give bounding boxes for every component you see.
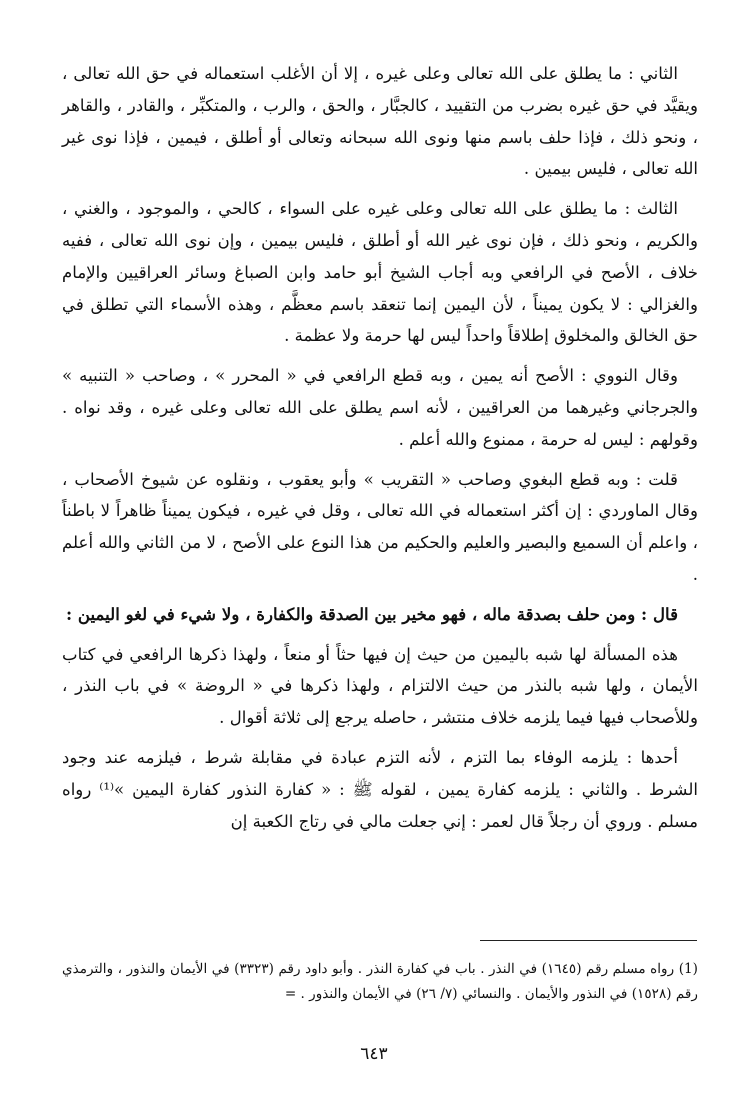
paragraph-third-category: الثالث : ما يطلق على الله تعالى وعلى غيره على السواء ، كالحي ، والموجود ، والغني ، والكريم ، ونحو ذلك ، فإن نوى غير الله أو أطلق ، فليس بيمين ، وإن نوى الله تعالى ، ففيه خلاف ، الأصح في الرافعي وبه أجاب الشيخ أبو حامد وابن الصباغ وسائر العراقيين والإمام والغزالي : لا يكون يميناً ، لأن اليمين إنما تنعقد باسم معظَّم ، وهذه الأسماء التي تطلق في حق الخالق والمخلوق إطلاقاً واحداً ليس لها حرمة ولا عظمة . xyxy=(62,199,698,346)
main-text xyxy=(62,58,698,845)
page-number: ٦٤٣ xyxy=(360,1044,388,1064)
paragraph-matn-sadaqa: قال : ومن حلف بصدقة ماله ، فهو مخير بين الصدقة والكفارة ، ولا شيء في لغو اليمين : xyxy=(66,603,678,624)
paragraph-qultu: قلت : وبه قطع البغوي وصاحب « التقريب » وأبو يعقوب ، ونقلوه عن شيوخ الأصحاب ، وقال الماوردي : إن أكثر استعماله في الله تعالى ، وقل في غيره ، فيكون يميناً ظاهراً لا باطناً ، واعلم أن السميع والبصير والعليم والحكيم من هذا النوع على الأصح ، لا من الثاني والله أعلم . xyxy=(62,469,698,584)
paragraph-first-opinion: أحدها : يلزمه الوفاء بما التزم ، لأنه التزم عبادة في مقابلة شرط ، فيلزمه عند وجود الشرط . والثاني : يلزمه كفارة يمين ، لقوله ﷺ : « كفارة النذور كفارة اليمين »⁽¹⁾ رواه مسلم . وروي أن رجلاً قال لعمر : إني جعلت مالي في رتاج الكعبة إن xyxy=(62,747,698,831)
footnote-divider xyxy=(480,940,697,941)
paragraph-second-category: الثاني : ما يطلق على الله تعالى وعلى غيره ، إلا أن الأغلب استعماله في حق الله تعالى ، ويقيَّد في حق غيره بضرب من التقييد ، كالجبَّار ، والحق ، والرب ، والمتكبِّر ، والقادر ، والقاهر ، ونحو ذلك ، فإذا حلف باسم منها ونوى الله سبحانه وتعالى أو أطلق ، فيمين ، فإذا نوى غير الله تعالى ، فليس بيمين . xyxy=(62,64,698,179)
footnote: (1) رواه مسلم رقم (١٦٤٥) في النذر . باب في كفارة النذر . وأبو داود رقم (٣٣٢٣) في الأيمان والنذور ، والترمذي رقم (١٥٢٨) في النذور والأيمان . والنسائي (٧/ ٢٦) في الأيمان والنذور . = xyxy=(62,961,698,1002)
paragraph-masala: هذه المسألة لها شبه باليمين من حيث إن فيها حثاً أو منعاً ، ولهذا ذكرها الرافعي في كتاب الأيمان ، ولها شبه بالنذر من حيث الالتزام ، ولهذا ذكرها في « الروضة » في باب النذر ، وللأصحاب فيها فيما يلزمه خلاف منتشر ، حاصله يرجع إلى ثلاثة أقوال . xyxy=(62,644,698,728)
paragraph-nawawi: وقال النووي : الأصح أنه يمين ، وبه قطع الرافعي في « المحرر » ، وصاحب « التنبيه » والجرجاني وغيرهما من العراقيين ، لأنه اسم يطلق على الله تعالى وعلى غيره ، وقد نواه . وقولهم : ليس له حرمة ، ممنوع والله أعلم . xyxy=(62,366,698,449)
